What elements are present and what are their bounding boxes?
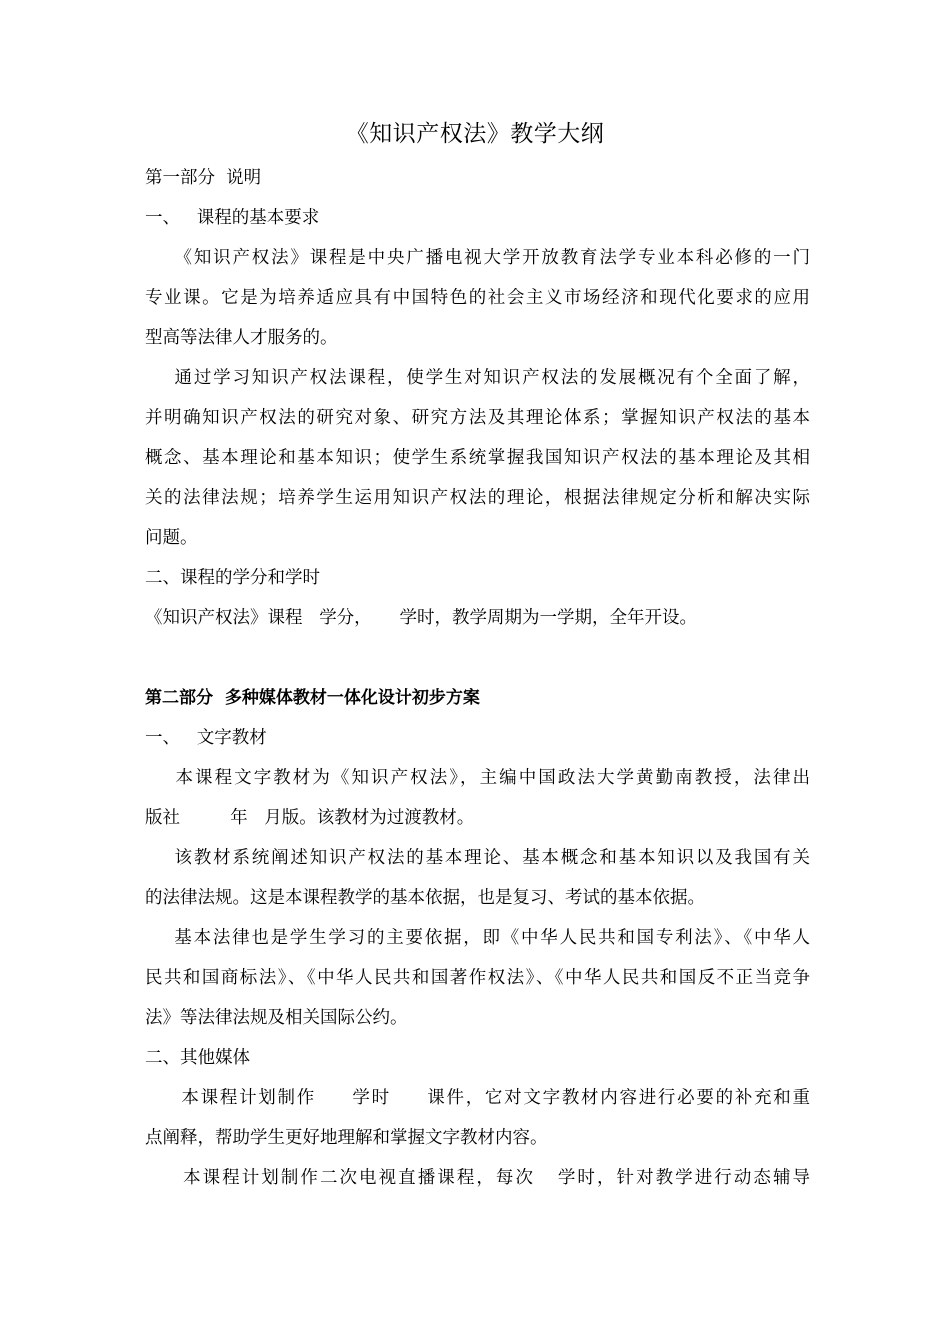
paragraph-line: 通过学习知识产权法课程，使学生对知识产权法的发展概况有个全面了解， bbox=[145, 368, 810, 388]
paragraph-line: 法》等法律法规及相关国际公约。 bbox=[145, 1008, 408, 1028]
paragraph-line: 的法律法规。这是本课程教学的基本依据，也是复习、考试的基本依据。 bbox=[145, 888, 705, 908]
paragraph-line: 该教材系统阐述知识产权法的基本理论、基本概念和基本知识以及我国有关 bbox=[145, 848, 810, 868]
paragraph-line: 点阐释，帮助学生更好地理解和掌握文字教材内容。 bbox=[145, 1128, 548, 1148]
paragraph-line: 关的法律法规；培养学生运用知识产权法的理论，根据法律规定分析和解决实际 bbox=[145, 488, 810, 508]
section-heading: 第一部分 说明 bbox=[145, 168, 262, 188]
paragraph-line: 民共和国商标法》、《中华人民共和国著作权法》、《中华人民共和国反不正当竞争 bbox=[145, 968, 810, 988]
subsection-heading: 二、其他媒体 bbox=[145, 1048, 250, 1068]
paragraph-line: 并明确知识产权法的研究对象、研究方法及其理论体系；掌握知识产权法的基本 bbox=[145, 408, 810, 428]
subsection-heading: 一、 课程的基本要求 bbox=[145, 208, 320, 228]
section-heading: 第二部分 多种媒体教材一体化设计初步方案 bbox=[145, 688, 480, 708]
paragraph-line: 专业课。它是为培养适应具有中国特色的社会主义市场经济和现代化要求的应用 bbox=[145, 288, 810, 308]
paragraph-line: 概念、基本理论和基本知识；使学生系统掌握我国知识产权法的基本理论及其相 bbox=[145, 448, 810, 468]
paragraph-line: 问题。 bbox=[145, 528, 198, 548]
paragraph-line: 《知识产权法》课程 学分， 学时，教学周期为一学期，全年开设。 bbox=[145, 608, 697, 628]
paragraph-line: 本课程计划制作 学时 课件，它对文字教材内容进行必要的补充和重 bbox=[145, 1088, 810, 1108]
paragraph-line: 本课程计划制作二次电视直播课程，每次 学时，针对教学进行动态辅导 bbox=[145, 1168, 810, 1188]
subsection-heading: 二、课程的学分和学时 bbox=[145, 568, 320, 588]
paragraph-line: 基本法律也是学生学习的主要依据，即《中华人民共和国专利法》、《中华人 bbox=[145, 928, 810, 948]
paragraph-line: 本课程文字教材为《知识产权法》，主编中国政法大学黄勤南教授，法律出 bbox=[145, 768, 810, 788]
subsection-heading: 一、 文字教材 bbox=[145, 728, 267, 748]
paragraph-line: 型高等法律人才服务的。 bbox=[145, 328, 338, 348]
document-title: 《知识产权法》教学大纲 bbox=[345, 121, 605, 147]
paragraph-line: 版社 年 月版。该教材为过渡教材。 bbox=[145, 808, 475, 828]
paragraph-line: 《知识产权法》课程是中央广播电视大学开放教育法学专业本科必修的一门 bbox=[145, 248, 810, 268]
